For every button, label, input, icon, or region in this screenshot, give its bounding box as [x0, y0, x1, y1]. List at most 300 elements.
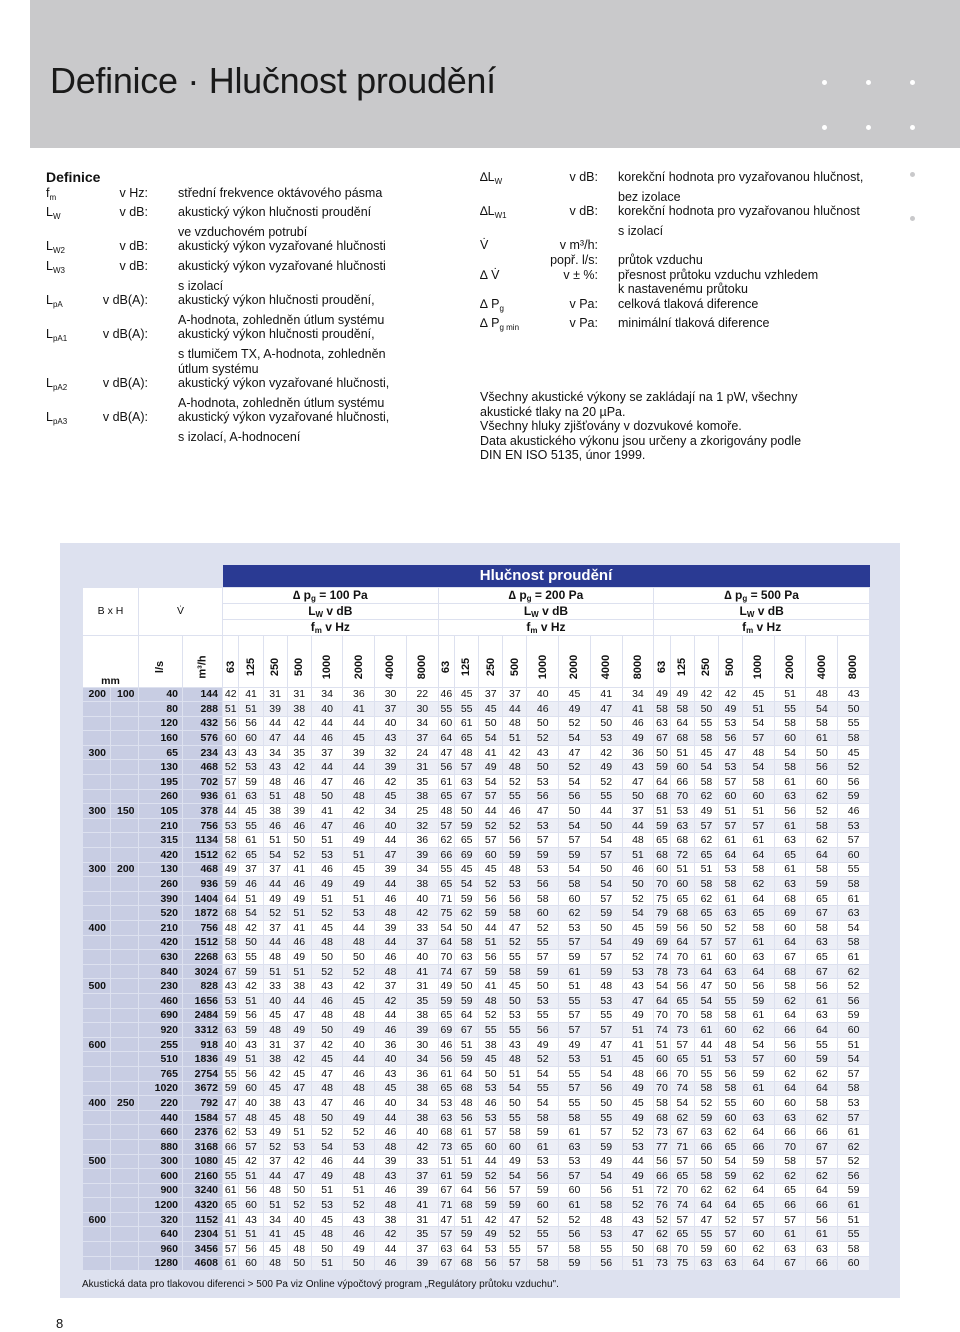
value-cell: 44	[622, 818, 654, 833]
def-left-row	[46, 259, 466, 279]
value-cell: 57	[718, 1227, 742, 1242]
value-cell: 44	[343, 921, 375, 936]
value-cell: 65	[455, 1139, 479, 1154]
group-row	[83, 587, 870, 603]
value-cell: 61	[438, 1066, 454, 1081]
value-cell: 42	[311, 1037, 343, 1052]
table-row	[83, 1212, 870, 1227]
value-cell: 57	[743, 731, 775, 746]
value-cell: 56	[239, 1242, 263, 1257]
value-cell: 46	[311, 731, 343, 746]
value-cell: 51	[503, 731, 527, 746]
value-cell: 65	[718, 1139, 742, 1154]
value-cell: 47	[718, 745, 742, 760]
value-cell: 34	[375, 804, 407, 819]
value-cell: 50	[694, 1154, 718, 1169]
value-cell: 42	[375, 1227, 407, 1242]
value-cell: 50	[527, 979, 559, 994]
value-cell: 42	[590, 745, 622, 760]
flow-cell: 315	[139, 833, 183, 848]
dimension-cell	[83, 1008, 111, 1023]
value-cell: 63	[694, 1256, 718, 1271]
flow-cell: 130	[139, 862, 183, 877]
dimension-cell	[111, 935, 139, 950]
value-cell: 58	[743, 775, 775, 790]
value-cell: 59	[503, 848, 527, 863]
dimension-cell	[111, 1256, 139, 1271]
value-cell: 63	[223, 1023, 239, 1038]
pressure-group-header: ∆ $p_g = 100$ Pa	[223, 587, 439, 603]
value-cell: 48	[375, 1139, 407, 1154]
value-cell: 73	[670, 964, 694, 979]
value-cell: 34	[263, 1212, 287, 1227]
value-cell: 58	[694, 775, 718, 790]
value-cell: 57	[503, 1256, 527, 1271]
value-cell: 51	[670, 745, 694, 760]
dimension-cell	[111, 1023, 139, 1038]
def-right-symbol	[480, 190, 518, 205]
value-cell: 51	[654, 1037, 670, 1052]
value-cell: 49	[622, 731, 654, 746]
table-row	[83, 1154, 870, 1169]
value-cell: 48	[343, 935, 375, 950]
value-cell: 53	[343, 906, 375, 921]
value-cell: 40	[375, 1052, 407, 1067]
value-cell: 49	[479, 1227, 503, 1242]
value-cell: 59	[479, 964, 503, 979]
flow-cell: 765	[139, 1066, 183, 1081]
value-cell: 57	[559, 1081, 591, 1096]
dimension-cell	[111, 1212, 139, 1227]
value-cell: 59	[239, 1023, 263, 1038]
value-cell: 49	[622, 1169, 654, 1184]
dimension-cell	[111, 716, 139, 731]
value-cell: 37	[311, 745, 343, 760]
dimension-cell	[111, 760, 139, 775]
value-cell: 58	[527, 1256, 559, 1271]
value-cell: 54	[718, 1154, 742, 1169]
freq-label: 125	[245, 657, 258, 676]
value-cell: 49	[622, 1081, 654, 1096]
value-cell: 50	[311, 950, 343, 965]
value-cell: 66	[654, 1066, 670, 1081]
def-left-symbol	[46, 279, 80, 294]
value-cell: 54	[503, 1169, 527, 1184]
value-cell: 70	[670, 789, 694, 804]
value-cell: 46	[343, 1227, 375, 1242]
value-cell: 58	[654, 1096, 670, 1111]
value-cell: 53	[239, 760, 263, 775]
decor-dot	[822, 80, 827, 85]
value-cell: 45	[263, 1242, 287, 1257]
value-cell: 45	[263, 1008, 287, 1023]
value-cell: 49	[343, 1242, 375, 1257]
value-cell: 57	[527, 950, 559, 965]
def-left-symbol: $L_{pA}$	[46, 293, 63, 310]
value-cell: 56	[239, 1008, 263, 1023]
value-cell: 64	[743, 1256, 775, 1271]
table-row	[83, 687, 870, 702]
value-cell: 54	[743, 716, 775, 731]
value-cell: 43	[223, 979, 239, 994]
subscript: m	[530, 625, 538, 635]
value-cell: 46	[375, 1023, 407, 1038]
dimension-cell: 250	[111, 1096, 139, 1111]
table-row	[83, 1081, 870, 1096]
value-cell: 78	[654, 964, 670, 979]
value-cell: 46	[343, 818, 375, 833]
value-cell: 40	[263, 993, 287, 1008]
value-cell: 50	[654, 745, 670, 760]
value-cell: 60	[838, 1023, 870, 1038]
value-cell: 44	[503, 702, 527, 717]
table-row	[83, 1052, 870, 1067]
value-cell: 60	[774, 1052, 806, 1067]
value-cell: 65	[743, 1198, 775, 1213]
value-cell: 48	[438, 804, 454, 819]
value-cell: 59	[479, 906, 503, 921]
value-cell: 42	[479, 1212, 503, 1227]
value-cell: 64	[223, 891, 239, 906]
value-cell: 59	[223, 877, 239, 892]
flow-cell: 690	[139, 1008, 183, 1023]
value-cell: 68	[654, 1110, 670, 1125]
value-cell: 37	[406, 1242, 438, 1257]
value-cell: 62	[223, 1125, 239, 1140]
value-cell: 43	[239, 1037, 263, 1052]
value-cell: 53	[559, 1154, 591, 1169]
value-cell: 39	[263, 702, 287, 717]
table-row	[83, 818, 870, 833]
dimension-cell	[111, 1081, 139, 1096]
dimension-cell	[83, 993, 111, 1008]
table-row	[83, 1198, 870, 1213]
value-cell: 57	[590, 1125, 622, 1140]
value-cell: 57	[806, 1154, 838, 1169]
freq-header	[590, 635, 622, 687]
value-cell: 32	[375, 745, 407, 760]
freq-header	[287, 635, 311, 687]
value-cell: 59	[223, 1081, 239, 1096]
table-row	[83, 1169, 870, 1184]
value-cell: 62	[838, 964, 870, 979]
value-cell: 46	[375, 1125, 407, 1140]
value-cell: 51	[670, 862, 694, 877]
flow-cell: 660	[139, 1125, 183, 1140]
value-cell: 44	[375, 935, 407, 950]
value-cell: 50	[590, 716, 622, 731]
freq-label: 8000	[631, 654, 644, 679]
value-cell: 57	[670, 1154, 694, 1169]
value-cell: 58	[774, 1154, 806, 1169]
value-cell: 60	[479, 848, 503, 863]
flow-cell: 378	[183, 804, 223, 819]
value-cell: 54	[590, 1066, 622, 1081]
table-row	[83, 1023, 870, 1038]
freq-header	[806, 635, 838, 687]
table-row	[83, 775, 870, 790]
value-cell: 43	[239, 745, 263, 760]
dimension-cell	[111, 775, 139, 790]
flow-cell: 576	[183, 731, 223, 746]
value-cell: 44	[694, 1037, 718, 1052]
value-cell: 37	[375, 979, 407, 994]
value-cell: 54	[694, 993, 718, 1008]
value-cell: 59	[694, 1110, 718, 1125]
value-cell: 68	[223, 906, 239, 921]
freq-label: 250	[484, 657, 497, 676]
value-cell: 64	[670, 716, 694, 731]
value-cell: 38	[479, 1037, 503, 1052]
def-left-symbol	[46, 430, 80, 445]
value-cell: 48	[375, 1198, 407, 1213]
value-cell: 56	[838, 993, 870, 1008]
value-cell: 64	[743, 1183, 775, 1198]
def-left-symbol: $L_{pA3}$	[46, 410, 68, 427]
decor-dot	[910, 216, 915, 221]
value-cell: 59	[694, 1242, 718, 1257]
def-left-row	[46, 347, 466, 362]
value-cell: 56	[479, 1256, 503, 1271]
value-cell: 51	[622, 1183, 654, 1198]
value-cell: 55	[559, 1096, 591, 1111]
value-cell: 48	[343, 1081, 375, 1096]
value-cell: 48	[455, 1096, 479, 1111]
dimension-cell	[111, 1242, 139, 1257]
value-cell: 69	[774, 906, 806, 921]
value-cell: 59	[503, 1198, 527, 1213]
value-cell: 68	[670, 833, 694, 848]
dimension-cell: 500	[83, 1154, 111, 1169]
value-cell: 58	[503, 964, 527, 979]
value-cell: 62	[694, 891, 718, 906]
table-row	[83, 935, 870, 950]
value-cell: 66	[806, 1198, 838, 1213]
flow-cell: 220	[139, 1096, 183, 1111]
value-cell: 53	[622, 964, 654, 979]
value-cell: 59	[743, 1066, 775, 1081]
def-left-symbol-sub: m	[49, 192, 57, 202]
flow-cell: 1512	[183, 848, 223, 863]
dimension-cell	[111, 1183, 139, 1198]
value-cell: 46	[527, 702, 559, 717]
subscript: g	[311, 593, 316, 603]
value-cell: 52	[343, 1198, 375, 1213]
value-cell: 50	[622, 877, 654, 892]
value-cell: 37	[263, 862, 287, 877]
value-cell: 41	[311, 804, 343, 819]
value-cell: 63	[806, 1242, 838, 1257]
value-cell: 57	[743, 1212, 775, 1227]
value-cell: 56	[806, 979, 838, 994]
value-cell: 67	[670, 1125, 694, 1140]
value-cell: 51	[654, 804, 670, 819]
value-cell: 51	[479, 935, 503, 950]
value-cell: 62	[438, 833, 454, 848]
dimension-cell: 400	[83, 921, 111, 936]
value-cell: 53	[343, 1139, 375, 1154]
value-cell: 64	[694, 1198, 718, 1213]
value-cell: 48	[239, 1110, 263, 1125]
value-cell: 32	[406, 818, 438, 833]
pressure-group-header: ∆ $p_g = 500$ Pa	[654, 587, 870, 603]
def-right-symbol: ∆ V̇	[480, 267, 500, 282]
value-cell: 61	[223, 789, 239, 804]
value-cell: 47	[622, 775, 654, 790]
freq-header	[670, 635, 694, 687]
lw-header: $L_W$ v dB	[438, 603, 654, 619]
value-cell: 40	[375, 818, 407, 833]
freq-header	[774, 635, 806, 687]
flow-cell: 3312	[183, 1023, 223, 1038]
value-cell: 63	[838, 906, 870, 921]
value-cell: 55	[838, 862, 870, 877]
def-left-symbol-sub: pA2	[52, 383, 68, 393]
value-cell: 44	[622, 1154, 654, 1169]
value-cell: 60	[718, 1110, 742, 1125]
value-cell: 57	[559, 935, 591, 950]
value-cell: 53	[718, 716, 742, 731]
value-cell: 55	[527, 1008, 559, 1023]
value-cell: 68	[654, 848, 670, 863]
dimension-cell	[83, 1081, 111, 1096]
freq-label: 250	[700, 657, 713, 676]
freq-label: 1000	[321, 654, 334, 679]
value-cell: 61	[838, 1198, 870, 1213]
value-cell: 57	[838, 1110, 870, 1125]
value-cell: 44	[263, 1169, 287, 1184]
value-cell: 51	[239, 891, 263, 906]
value-cell: 45	[343, 862, 375, 877]
value-cell: 51	[622, 1256, 654, 1271]
value-cell: 59	[239, 775, 263, 790]
freq-header	[455, 635, 479, 687]
value-cell: 57	[223, 775, 239, 790]
value-cell: 46	[287, 818, 311, 833]
value-cell: 68	[774, 891, 806, 906]
value-cell: 56	[527, 1169, 559, 1184]
value-cell: 51	[239, 1052, 263, 1067]
value-cell: 50	[503, 1096, 527, 1111]
value-cell: 48	[743, 745, 775, 760]
def-left-unit: v dB(A):	[102, 327, 148, 342]
freq-header	[718, 635, 742, 687]
value-cell: 52	[311, 964, 343, 979]
value-cell: 58	[590, 1198, 622, 1213]
value-cell: 51	[287, 906, 311, 921]
def-left-symbol	[46, 362, 80, 377]
value-cell: 53	[590, 993, 622, 1008]
def-left-symbol-sub: pA	[52, 300, 63, 310]
value-cell: 71	[438, 1198, 454, 1213]
def-right-description: celková tlaková diference	[618, 296, 759, 311]
dimension-cell: 300	[83, 804, 111, 819]
def-left-unit: v dB(A):	[102, 376, 148, 391]
value-cell: 45	[311, 921, 343, 936]
value-cell: 48	[311, 935, 343, 950]
value-cell: 52	[287, 1198, 311, 1213]
value-cell: 71	[438, 891, 454, 906]
value-cell: 48	[287, 1242, 311, 1257]
value-cell: 58	[806, 818, 838, 833]
value-cell: 50	[287, 833, 311, 848]
flow-cell: 2754	[183, 1066, 223, 1081]
def-right-row	[480, 170, 880, 190]
value-cell: 52	[503, 775, 527, 790]
value-cell: 58	[670, 702, 694, 717]
value-cell: 49	[263, 891, 287, 906]
value-cell: 59	[559, 950, 591, 965]
value-cell: 40	[375, 1096, 407, 1111]
value-cell: 48	[343, 1008, 375, 1023]
value-cell: 54	[838, 921, 870, 936]
dimension-cell	[83, 1023, 111, 1038]
def-right-description: minimální tlaková diference	[618, 316, 770, 331]
value-cell: 53	[527, 818, 559, 833]
value-cell: 55	[806, 1037, 838, 1052]
value-cell: 57	[670, 1037, 694, 1052]
value-cell: 49	[311, 877, 343, 892]
dimension-cell	[111, 891, 139, 906]
value-cell: 44	[311, 716, 343, 731]
value-cell: 38	[263, 1096, 287, 1111]
value-cell: 57	[559, 1023, 591, 1038]
value-cell: 52	[654, 1212, 670, 1227]
value-cell: 51	[838, 1212, 870, 1227]
value-cell: 53	[503, 1008, 527, 1023]
freq-header	[479, 635, 503, 687]
value-cell: 50	[311, 1242, 343, 1257]
value-cell: 53	[287, 1139, 311, 1154]
value-cell: 60	[239, 1081, 263, 1096]
value-cell: 56	[527, 789, 559, 804]
value-cell: 58	[503, 906, 527, 921]
def-right-row	[480, 268, 880, 283]
def-left-description: střední frekvence oktávového pásma	[178, 185, 383, 200]
value-cell: 63	[670, 818, 694, 833]
value-cell: 51	[311, 1183, 343, 1198]
value-cell: 37	[263, 921, 287, 936]
value-cell: 47	[527, 804, 559, 819]
value-cell: 70	[670, 950, 694, 965]
value-cell: 60	[527, 1198, 559, 1213]
value-cell: 31	[406, 760, 438, 775]
value-cell: 64	[743, 848, 775, 863]
decor-dot	[866, 80, 871, 85]
value-cell: 49	[559, 1037, 591, 1052]
value-cell: 58	[718, 877, 742, 892]
flow-cell: 880	[139, 1139, 183, 1154]
value-cell: 52	[223, 760, 239, 775]
flow-cell: 1656	[183, 993, 223, 1008]
value-cell: 66	[223, 1139, 239, 1154]
def-left-row	[46, 225, 466, 240]
value-cell: 53	[527, 775, 559, 790]
value-cell: 48	[311, 1081, 343, 1096]
value-cell: 61	[455, 716, 479, 731]
value-cell: 47	[311, 1066, 343, 1081]
def-right-row	[480, 316, 880, 336]
value-cell: 59	[806, 1052, 838, 1067]
def-right-symbol-sub: W1	[494, 211, 507, 221]
value-cell: 43	[375, 1169, 407, 1184]
value-cell: 33	[406, 921, 438, 936]
value-cell: 49	[670, 687, 694, 702]
value-cell: 38	[406, 1008, 438, 1023]
table-row	[83, 716, 870, 731]
value-cell: 67	[438, 1256, 454, 1271]
value-cell: 60	[559, 891, 591, 906]
